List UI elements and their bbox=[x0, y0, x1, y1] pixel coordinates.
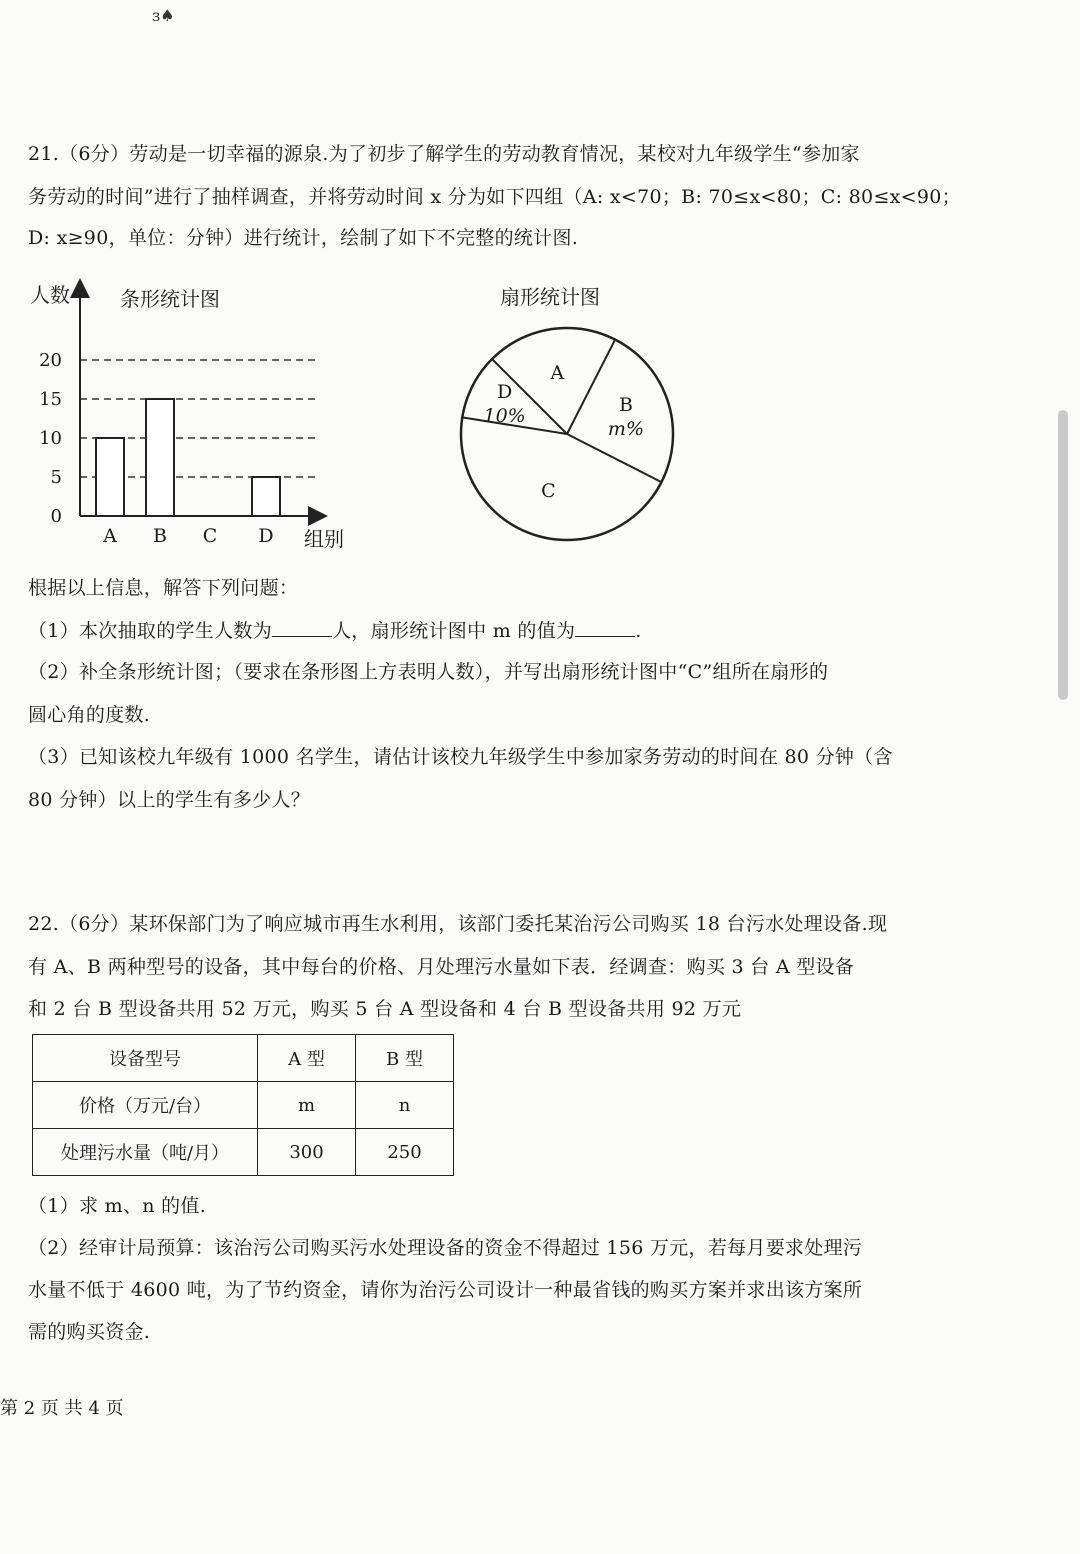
q22-sub1: （1）求 m、n 的值. bbox=[28, 1195, 207, 1217]
q22-sub2-line-2: 水量不低于 4600 吨，为了节约资金，请你为治污公司设计一种最省钱的购买方案并求出该方案所 bbox=[28, 1279, 863, 1301]
bar-chart-y-tick-label: 5 bbox=[50, 467, 62, 488]
table-cell: 300 bbox=[258, 1129, 356, 1176]
bar-chart-xlabel: 组别 bbox=[304, 527, 344, 551]
table-cell: 250 bbox=[356, 1129, 454, 1176]
q22-line-3: 和 2 台 B 型设备共用 52 万元，购买 5 台 A 型设备和 4 台 B 型设备共用 92 万元 bbox=[28, 998, 742, 1020]
q22-line-1: 22.（6分）某环保部门为了响应城市再生水利用，该部门委托某治污公司购买 18 台污水处理设备.现 bbox=[28, 913, 888, 935]
bar-chart-y-tick-label: 15 bbox=[39, 389, 62, 410]
q21-sub2-line-2: 圆心角的度数. bbox=[28, 704, 151, 726]
q21-prompt: 根据以上信息，解答下列问题： bbox=[28, 577, 299, 599]
bar-chart-ylabel: 人数 bbox=[30, 283, 70, 307]
q21-sub3-line-1: （3）已知该校九年级有 1000 名学生，请估计该校九年级学生中参加家务劳动的时间在 80 分钟（含 bbox=[28, 746, 893, 768]
q22-line-2: 有 A、B 两种型号的设备，其中每台的价格、月处理污水量如下表．经调查：购买 3 台 A 型设备 bbox=[28, 956, 855, 978]
q21-sub1-part-a: （1）本次抽取的学生人数为 bbox=[28, 620, 272, 642]
pie-chart bbox=[440, 276, 700, 556]
bar-a bbox=[96, 438, 124, 516]
table-cell: 价格（万元/台） bbox=[33, 1082, 258, 1129]
pie-slice-percent-label: 10% bbox=[483, 405, 526, 428]
page-footer: 第 2 页 共 4 页 bbox=[0, 1398, 124, 1419]
bar-chart-y-tick-label: 20 bbox=[39, 350, 62, 371]
q22-sub2-line-3: 需的购买资金. bbox=[28, 1321, 151, 1343]
answer-blank-m bbox=[575, 618, 635, 637]
bar-chart-category-label: D bbox=[258, 525, 274, 547]
bar-d bbox=[252, 477, 280, 516]
bar-chart-category-label: A bbox=[103, 525, 117, 547]
q21-sub1-part-b: 人，扇形统计图中 m 的值为 bbox=[332, 620, 576, 642]
equipment-table bbox=[32, 1034, 454, 1176]
q21-sub1-part-c: . bbox=[635, 620, 642, 642]
answer-blank-count bbox=[272, 618, 332, 637]
pie-slice-label: A bbox=[550, 361, 565, 384]
bar-b bbox=[146, 399, 174, 516]
table-header-cell: 设备型号 bbox=[33, 1035, 258, 1082]
q21-sub3-line-2: 80 分钟）以上的学生有多少人？ bbox=[28, 789, 311, 811]
vertical-scrollbar[interactable] bbox=[1058, 410, 1068, 700]
q21-line-1: 21.（6分）劳动是一切幸福的源泉.为了初步了解学生的劳动教育情况，某校对九年级学生“参加家 bbox=[28, 143, 860, 165]
pie-chart-title: 扇形统计图 bbox=[500, 285, 600, 309]
table-row bbox=[33, 1082, 454, 1129]
table-cell: n bbox=[356, 1082, 454, 1129]
q21-line-2: 务劳动的时间”进行了抽样调查，并将劳动时间 x 分为如下四组（A: x<70；B: 70≤x<80；C: 80≤x<90； bbox=[28, 186, 961, 208]
pie-slice-label: B bbox=[618, 393, 633, 416]
table-header-cell: B 型 bbox=[356, 1035, 454, 1082]
q21-sub1 bbox=[28, 618, 642, 643]
q22-sub2-line-1: （2）经审计局预算：该治污公司购买污水处理设备的资金不得超过 156 万元，若每月要求处理污 bbox=[28, 1237, 863, 1259]
bar-chart-category-label: B bbox=[153, 525, 167, 547]
bar-chart-category-label: C bbox=[202, 525, 218, 547]
pie-slice-percent-label: m% bbox=[607, 417, 645, 440]
bar-chart-y-tick-label: 10 bbox=[39, 428, 62, 449]
pie-slice-boundary bbox=[567, 434, 661, 482]
table-header-row bbox=[33, 1035, 454, 1082]
q21-sub2-line-1: （2）补全条形统计图；（要求在条形图上方表明人数），并写出扇形统计图中“C”组所在扇形的 bbox=[28, 661, 829, 683]
bar-chart-y-tick-label: 0 bbox=[50, 506, 62, 527]
pie-slice-label: D bbox=[497, 381, 513, 404]
table-header-cell: A 型 bbox=[258, 1035, 356, 1082]
pie-slice-label: C bbox=[541, 480, 556, 503]
table-cell: 处理污水量（吨/月） bbox=[33, 1129, 258, 1176]
corner-mark: ɜ♠ bbox=[152, 6, 175, 25]
table-row bbox=[33, 1129, 454, 1176]
q21-line-3: D: x≥90，单位：分钟）进行统计，绘制了如下不完整的统计图. bbox=[28, 227, 579, 249]
table-cell: m bbox=[258, 1082, 356, 1129]
bar-chart-title: 条形统计图 bbox=[120, 287, 220, 311]
bar-chart bbox=[20, 270, 370, 560]
